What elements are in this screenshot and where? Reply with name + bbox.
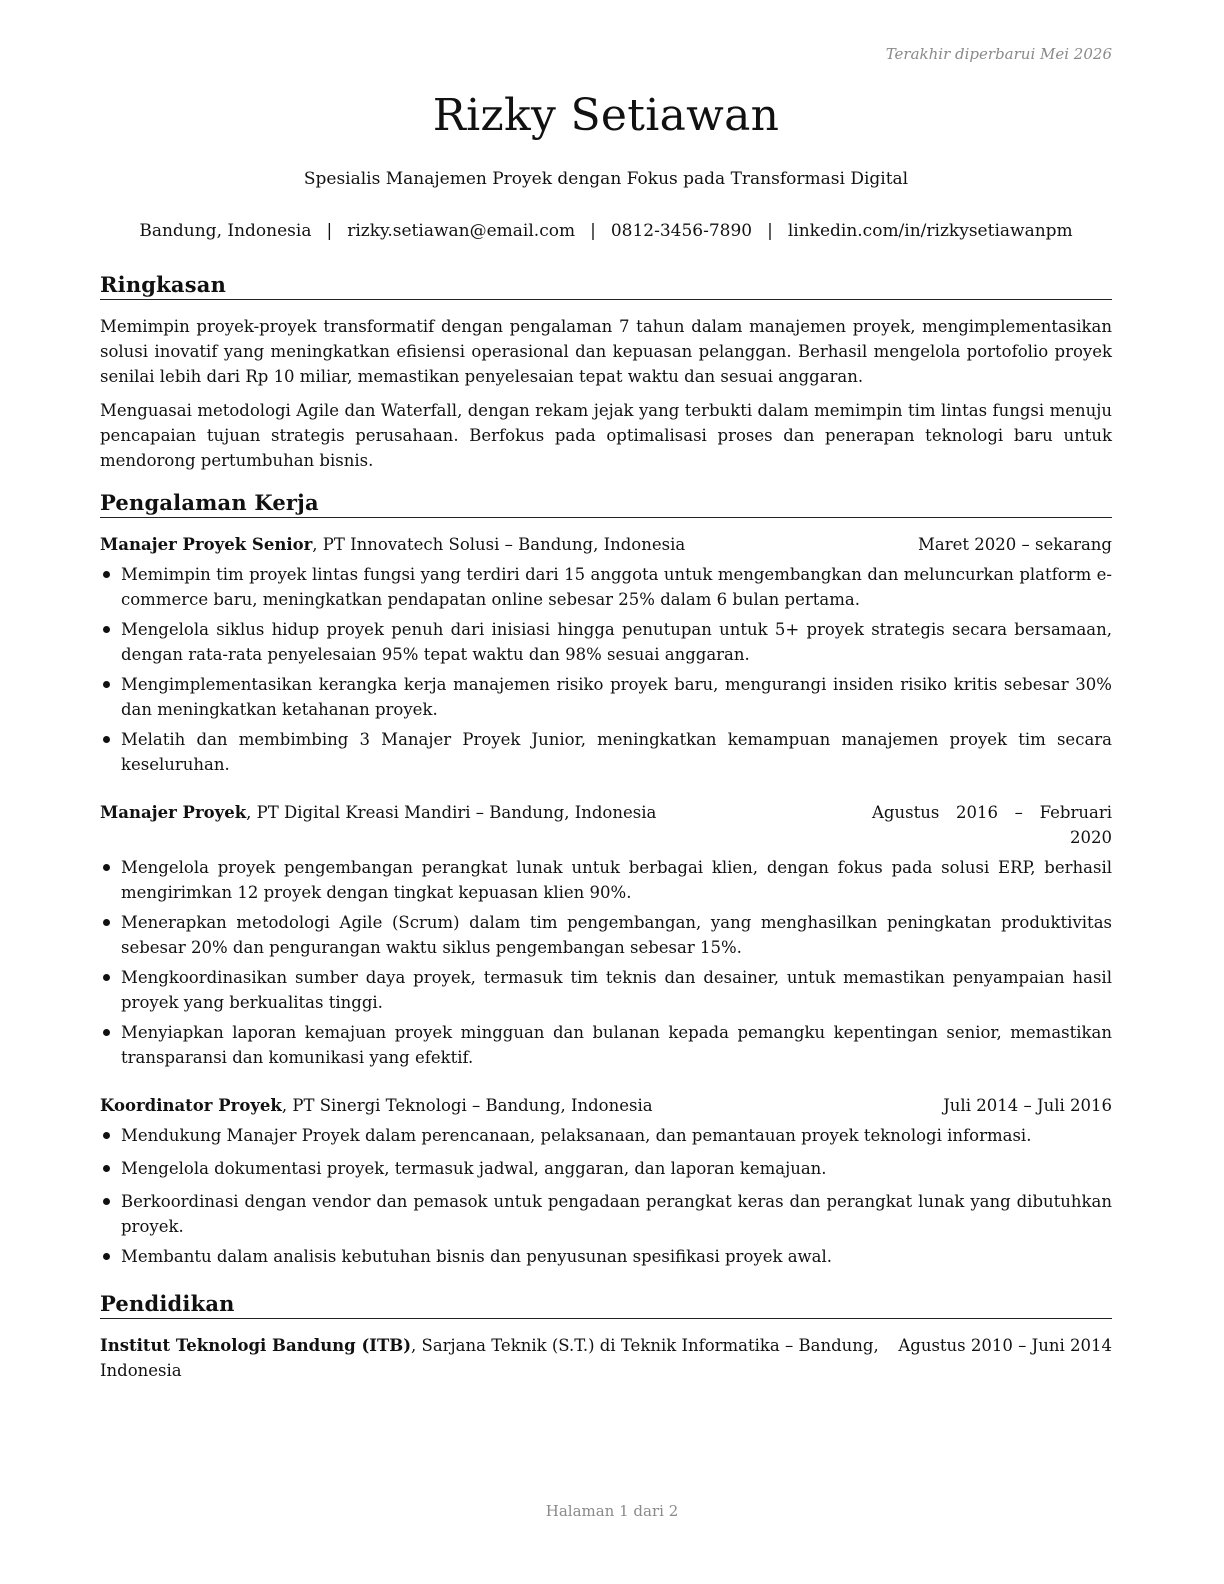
bullet-text: Mengkoordinasikan sumber daya proyek, termasuk tim teknis dan desainer, untuk memastikan penyampaian hasil proyek yang berkualitas tinggi. [121,968,1112,1012]
education-entry [100,1333,1112,1383]
tagline: Spesialis Manajemen Proyek dengan Fokus pada Transformasi Digital [303,169,909,189]
bullet-text: Mengelola dokumentasi proyek, termasuk jadwal, anggaran, dan laporan kemajuan. [121,1159,827,1178]
contact-phone: 0812-3456-7890 [610,221,753,241]
job-company: , PT Sinergi Teknologi – Bandung, Indonesia [281,1096,653,1115]
bullet-icon [103,1132,110,1139]
job-bullets [100,855,1112,1075]
bullet-icon [103,974,110,981]
job-company: , PT Innovatech Solusi – Bandung, Indonesia [312,535,686,554]
bullet-text: Menerapkan metodologi Agile (Scrum) dalam tim pengembangan, yang menghasilkan peningkatan produktivitas sebesar 20% dan pengurangan waktu siklus pengembangan sebesar 15%. [121,913,1112,957]
bullet-text: Mendukung Manajer Proyek dalam perencanaan, pelaksanaan, dan pemantauan proyek teknologi informasi. [121,1126,1032,1145]
job-dates: Maret 2020 – sekarang [918,535,1112,554]
list-item [100,1020,1112,1070]
job-title-line [100,532,685,557]
list-item [100,1123,1112,1148]
job-dates: Agustus 2016 – Februari 2020 [872,803,1112,847]
bullet-text: Membantu dalam analisis kebutuhan bisnis dan penyusunan spesifikasi proyek awal. [121,1247,833,1266]
bullet-text: Mengimplementasikan kerangka kerja manajemen risiko proyek baru, mengurangi insiden risiko kritis sebesar 30% dan meningkatkan ketahanan proyek. [121,675,1112,719]
bullet-icon [103,1029,110,1036]
job-dates: Juli 2014 – Juli 2016 [943,1096,1112,1115]
job-title-line [100,800,656,825]
contact-separator: | [326,221,333,241]
contact-line [100,219,1112,243]
bullet-text: Mengelola siklus hidup proyek penuh dari inisiasi hingga penutupan untuk 5+ proyek strategis secara bersamaan, dengan rata-rata penyelesaian 95% tepat waktu dan 98% sesuai anggaran. [121,620,1112,664]
job-bullets [100,1123,1112,1274]
section-title-summary: Ringkasan [100,271,1112,300]
list-item [100,562,1112,612]
section-title-education: Pendidikan [100,1290,1112,1319]
bullet-text: Berkoordinasi dengan vendor dan pemasok untuk pengadaan perangkat keras dan perangkat lunak yang dibutuhkan proyek. [121,1192,1112,1236]
list-item [100,855,1112,905]
job-bullets [100,562,1112,782]
bullet-icon [103,1253,110,1260]
list-item [100,1244,1112,1269]
resume-page [100,0,1112,1584]
bullet-icon [103,571,110,578]
education-dates: Agustus 2010 – Juni 2014 [898,1336,1112,1355]
contact-linkedin[interactable]: linkedin.com/in/rizkysetiawanpm [787,221,1073,241]
bullet-text: Memimpin tim proyek lintas fungsi yang terdiri dari 15 anggota untuk mengembangkan dan meluncurkan platform e-commerce baru, meningkatkan pendapatan online sebesar 25% dalam 6 bulan pertama. [121,565,1112,609]
bullet-icon [103,864,110,871]
bullet-icon [103,681,110,688]
section-title-experience: Pengalaman Kerja [100,489,1112,518]
list-item [100,910,1112,960]
list-item [100,727,1112,777]
bullet-icon [103,626,110,633]
contact-email[interactable]: rizky.setiawan@email.com [347,221,576,241]
list-item [100,1189,1112,1239]
bullet-icon [103,1165,110,1172]
education-line-2: Indonesia [100,1361,182,1380]
job-role: Manajer Proyek Senior [100,535,313,554]
bullet-text: Menyiapkan laporan kemajuan proyek mingguan dan bulanan kepada pemangku kepentingan senior, memastikan transparansi dan komunikasi yang efektif. [121,1023,1112,1067]
job-role: Manajer Proyek [100,803,247,822]
candidate-name: Rizky Setiawan [432,90,780,141]
list-item [100,672,1112,722]
job-title-line [100,1093,653,1118]
contact-separator: | [767,221,773,241]
education-detail: , Sarjana Teknik (S.T.) di Teknik Informatika – Bandung, [411,1336,879,1355]
list-item [100,965,1112,1015]
bullet-text: Melatih dan membimbing 3 Manajer Proyek Junior, meningkatkan kemampuan manajemen proyek tim secara keseluruhan. [121,730,1112,774]
last-updated: Terakhir diperbarui Mei 2026 [885,45,1112,63]
list-item [100,1156,1112,1181]
contact-separator: | [590,221,596,241]
bullet-icon [103,919,110,926]
education-school: Institut Teknologi Bandung (ITB) [100,1336,412,1355]
job-role: Koordinator Proyek [100,1096,282,1115]
bullet-text: Mengelola proyek pengembangan perangkat lunak untuk berbagai klien, dengan fokus pada solusi ERP, berhasil mengirimkan 12 proyek dengan tingkat kepuasan klien 90%. [121,858,1112,902]
page-number: Halaman 1 dari 2 [545,1502,679,1520]
list-item [100,617,1112,667]
summary-paragraph: Memimpin proyek-proyek transformatif dengan pengalaman 7 tahun dalam manajemen proyek, mengimplementasikan solusi inovatif yang meningkatkan efisiensi operasional dan kepuasan pelanggan. Berhasil mengelola portofolio proyek senilai lebih dari Rp 10 miliar, memastikan penyelesaian tepat waktu dan sesuai anggaran. [100,317,1112,386]
bullet-icon [103,736,110,743]
summary-paragraph: Menguasai metodologi Agile dan Waterfall, dengan rekam jejak yang terbukti dalam memimpin tim lintas fungsi menuju pencapaian tujuan strategis perusahaan. Berfokus pada optimalisasi proses dan penerapan teknologi baru untuk mendorong pertumbuhan bisnis. [100,401,1112,470]
bullet-icon [103,1198,110,1205]
job-company: , PT Digital Kreasi Mandiri – Bandung, Indonesia [246,803,657,822]
contact-location: Bandung, Indonesia [139,221,312,241]
